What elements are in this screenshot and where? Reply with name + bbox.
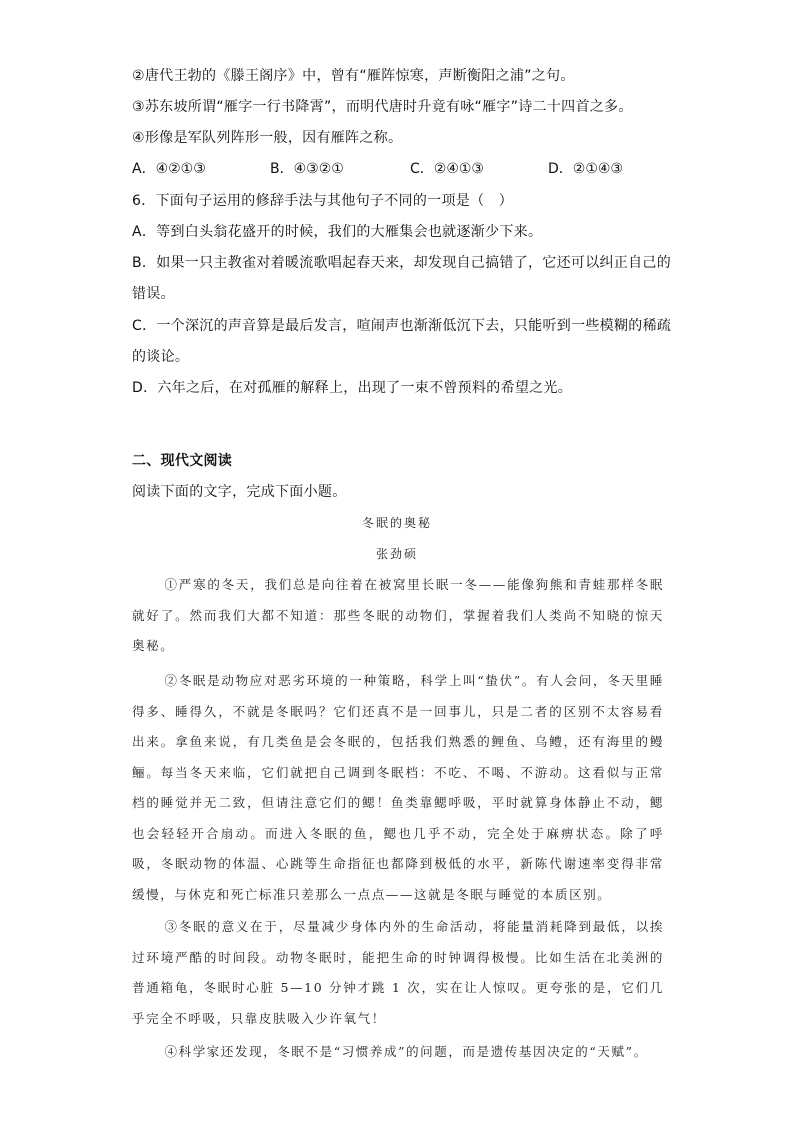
option-line-2: ②唐代王勃的《滕王阁序》中，曾有“雁阵惊寒，声断衡阳之浦”之句。 xyxy=(132,68,575,84)
section-instruction: 阅读下面的文字，完成下面小题。 xyxy=(132,484,347,500)
question-6-option-b-cont: 错误。 xyxy=(132,286,175,302)
choice-c: C．②④①③ xyxy=(410,161,484,177)
article-paragraph-2: ②冬眠是动物应对恶劣环境的一种策略，科学上叫“蛰伏”。有人会问，冬天里睡得多、睡得久，不就是冬眠吗？它们还真不是一回事儿，只是二者的区别不太容易看出来。拿鱼来说，有几类鱼是会冬眠的，包括我们熟悉的鲤鱼、乌鳢，还有海里的鳗鲡。每当冬天来临，它们就把自己调到冬眠档：不吃、不喝、不游动。这看似与正常档的睡觉并无二致，但请注意它们的鳃！鱼类靠鳃呼吸，平时就算身体静止不动，鳃也会轻轻开合扇动。而进入冬眠的鱼，鳃也几乎不动，完全处于麻痹状态。除了呼吸，冬眠动物的体温、心跳等生命指征也都降到极低的水平，新陈代谢速率变得非常缓慢，与休克和死亡标准只差那么一点点——这就是冬眠与睡觉的本质区别。 xyxy=(132,673,664,902)
question-6-option-c-cont: 的谈论。 xyxy=(132,349,190,365)
article-paragraph-4: ④科学家还发现，冬眠不是“习惯养成”的问题，而是遗传基因决定的“天赋”。 xyxy=(164,1044,648,1059)
question-6-option-b: B．如果一只主教雀对着暖流歌唱起春天来，却发现自己搞错了，它还可以纠正自己的 xyxy=(132,255,672,271)
choice-b: B．④③②① xyxy=(270,161,344,177)
question-6-stem: 6．下面句子运用的修辞手法与其他句子不同的一项是（ ） xyxy=(132,193,514,209)
option-line-3: ③苏东坡所谓“雁字一行书降霄”，而明代唐时升竟有咏“雁字”诗二十四首之多。 xyxy=(132,99,633,115)
question-6-option-d: D．六年之后，在对孤雁的解释上，出现了一束不曾预料的希望之光。 xyxy=(132,380,573,396)
choice-a: A．④②①③ xyxy=(132,161,206,177)
question-6-option-a: A．等到白头翁花盛开的时候，我们的大雁集会也就逐渐少下来。 xyxy=(132,224,543,240)
section-heading: 二、现代文阅读 xyxy=(132,453,233,469)
article-paragraph-1: ①严寒的冬天，我们总是向往着在被窝里长眠一冬——能像狗熊和青蛙那样冬眠就好了。然而我们大都不知道：那些冬眠的动物们，掌握着我们人类尚不知晓的惊天奥秘。 xyxy=(132,577,664,653)
choice-d: D．②①④③ xyxy=(548,161,623,177)
article-title: 冬眠的奥秘 xyxy=(361,516,432,530)
option-line-4: ④形像是军队列阵形一般，因有雁阵之称。 xyxy=(132,130,403,146)
article-author: 张劲硕 xyxy=(375,547,418,561)
article-paragraph-3: ③冬眠的意义在于，尽量减少身体内外的生命活动，将能量消耗降到最低，以挨过环境严酷的时间段。动物冬眠时，能把生命的时钟调得极慢。比如生活在北美洲的普通箱龟，冬眠时心脏 5—10 分钟才跳 1 次，实在让人惊叹。更夸张的是，它们几乎完全不呼吸，只靠皮肤吸入少许氧气！ xyxy=(132,919,664,1026)
question-6-option-c: C．一个深沉的声音算是最后发言，喧闹声也渐渐低沉下去，只能听到一些模糊的稀疏 xyxy=(132,318,672,334)
